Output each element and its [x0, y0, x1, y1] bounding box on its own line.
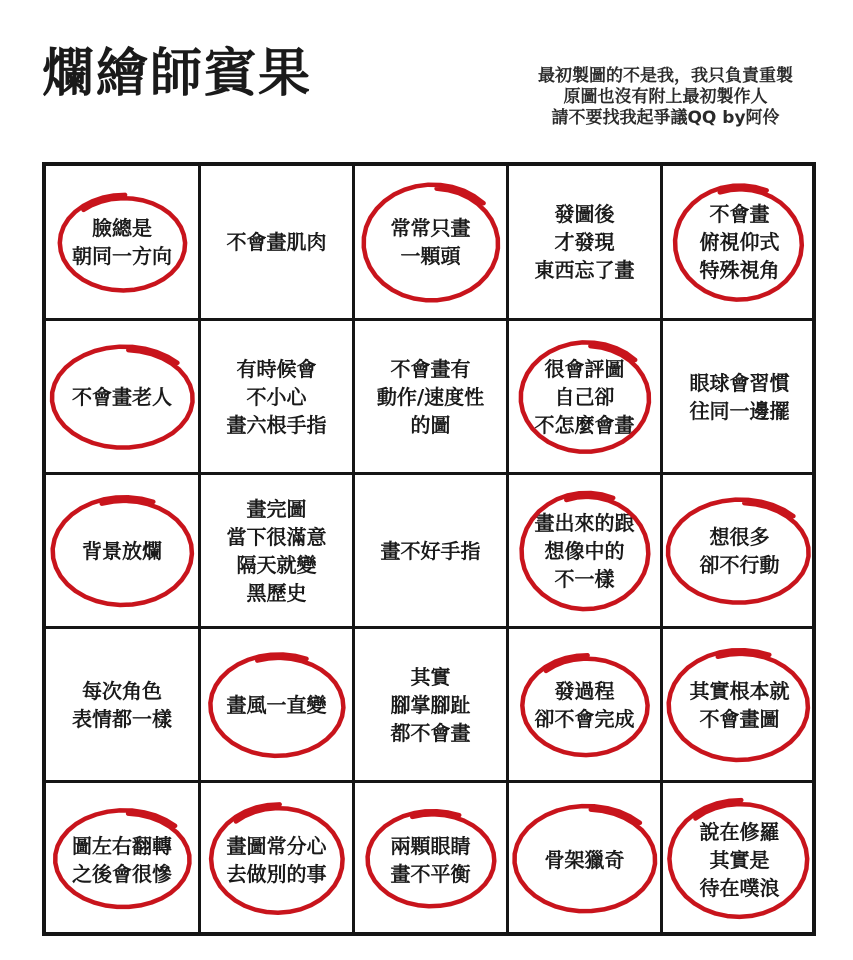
- bingo-cell: [201, 166, 355, 321]
- bingo-cell-text: 發圖後 才發現 東西忘了畫: [534, 202, 635, 282]
- bingo-cell: [46, 321, 201, 475]
- bingo-cell: [355, 629, 509, 783]
- bingo-cell: [201, 321, 355, 475]
- bingo-cell-text: 畫不好手指: [380, 538, 481, 563]
- bingo-cell-text: 眼球會習慣 往同一邊擺: [689, 370, 790, 423]
- bingo-cell: [509, 166, 663, 321]
- page-title: 爛繪師賓果: [42, 44, 313, 104]
- bingo-cell: [663, 321, 816, 475]
- bingo-cell: [509, 629, 663, 783]
- bingo-cell: [663, 629, 816, 783]
- bingo-cell-text: 其實 腳掌腳趾 都不會畫: [390, 664, 471, 745]
- bingo-cell: [509, 475, 663, 629]
- bingo-cell-text: 說在修羅 其實是 待在噗浪: [699, 819, 780, 900]
- bingo-cell-text: 畫出來的跟 想像中的 不一樣: [534, 510, 635, 591]
- bingo-cell: [355, 166, 509, 321]
- bingo-cell: [355, 475, 509, 629]
- bingo-cell-text: 背景放爛: [82, 538, 162, 563]
- bingo-cell-text: 畫完圖 當下很滿意 隔天就變 黑歷史: [226, 496, 327, 605]
- bingo-cell-text: 每次角色 表情都一樣: [72, 678, 172, 731]
- bingo-cell-text: 骨架獵奇: [544, 847, 625, 872]
- bingo-cell: [355, 783, 509, 936]
- note-line: 最初製圖的不是我，我只負責重製: [538, 66, 793, 86]
- bingo-cell-text: 其實根本就 不會畫圖: [689, 678, 790, 731]
- note-line: 請不要找我起爭議QQ by阿伶: [551, 108, 780, 128]
- bingo-cell-text: 有時候會 不小心 畫六根手指: [226, 356, 327, 437]
- bingo-cell: [46, 629, 201, 783]
- disclaimer-note: [488, 66, 843, 129]
- bingo-cell-text: 不會畫老人: [72, 384, 172, 409]
- bingo-cell-text: 兩顆眼睛 畫不平衡: [390, 833, 471, 886]
- note-line: 原圖也沒有附上最初製作人: [563, 87, 768, 107]
- bingo-cell: [509, 321, 663, 475]
- bingo-cell: [201, 629, 355, 783]
- bingo-cell: [201, 783, 355, 936]
- bingo-cell: [509, 783, 663, 936]
- bingo-cell: [663, 475, 816, 629]
- bingo-cell: [46, 475, 201, 629]
- bingo-board: [42, 162, 816, 936]
- bingo-cell: [663, 783, 816, 936]
- bingo-cell-text: 畫風一直變: [226, 692, 327, 717]
- bingo-cell-text: 不會畫 俯視仰式 特殊視角: [699, 202, 780, 282]
- bingo-cell-text: 想很多 卻不行動: [699, 524, 780, 577]
- bingo-cell-text: 很會評圖 自己卻 不怎麼會畫: [534, 356, 635, 437]
- bingo-cell-text: 不會畫肌肉: [226, 230, 327, 254]
- bingo-cell-text: 發過程 卻不會完成: [534, 678, 635, 731]
- bingo-cell-text: 圖左右翻轉 之後會很慘: [72, 833, 172, 886]
- bingo-cell-text: 畫圖常分心 去做別的事: [226, 833, 327, 886]
- bingo-cell: [46, 783, 201, 936]
- bingo-cell-text: 臉總是 朝同一方向: [72, 216, 172, 268]
- bingo-cell: [46, 166, 201, 321]
- bingo-cell-text: 不會畫有 動作/速度性 的圖: [376, 356, 485, 437]
- bingo-cell: [201, 475, 355, 629]
- bingo-cell: [355, 321, 509, 475]
- bingo-cell-text: 常常只畫 一顆頭: [390, 216, 471, 268]
- bingo-cell: [663, 166, 816, 321]
